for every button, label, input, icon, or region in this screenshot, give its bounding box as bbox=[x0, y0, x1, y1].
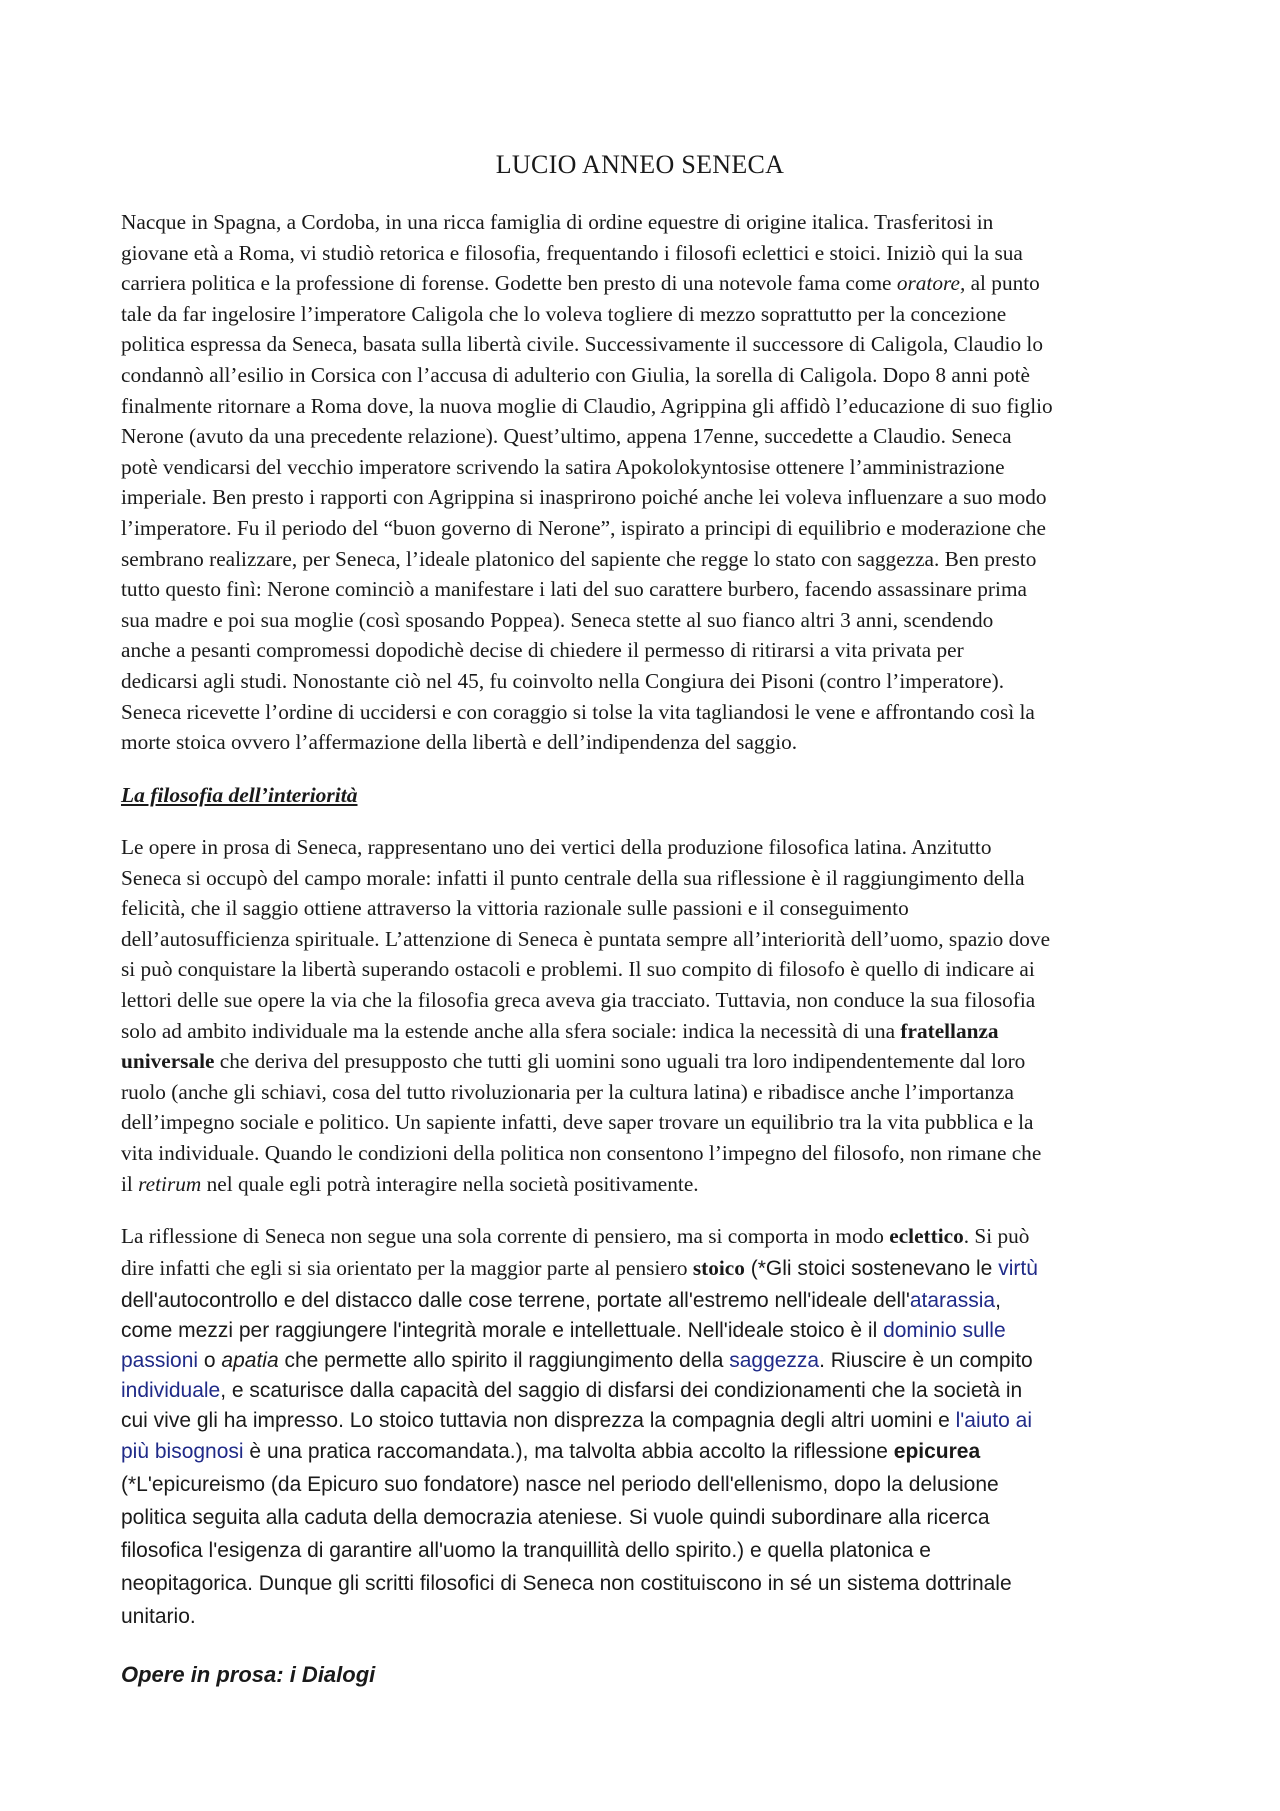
text-line: tale da far ingelosire l’imperatore Caligola che lo voleva togliere di mezzo soprattutto per la concezione bbox=[121, 301, 1007, 326]
text-line: Nacque in Spagna, a Cordoba, in una ricca famiglia di ordine equestre di origine italica. Trasferitosi in bbox=[121, 210, 994, 234]
link-individuale[interactable]: individuale bbox=[121, 1379, 221, 1402]
text-line: ruolo (anche gli schiavi, cosa del tutto rivoluzionaria per la cultura latina) e ribadisce anche l’importanza bbox=[121, 1079, 1014, 1104]
text-line: solo ad ambito individuale ma la estende anche alla sfera sociale: indica la necessità di una fratellanza bbox=[121, 1018, 999, 1043]
text-line: politica espressa da Seneca, basata sulla libertà civile. Successivamente il successore di Caligola, Claudio lo bbox=[121, 332, 1043, 357]
text-line: potè vendicarsi del vecchio imperatore scrivendo la satira Apokolokyntosise ottenere l’amministrazione bbox=[121, 454, 1005, 479]
text-line: l’imperatore. Fu il periodo del “buon governo di Nerone”, ispirato a principi di equilibrio e moderazione che bbox=[121, 515, 1046, 540]
text-line: morte stoica ovvero l’affermazione della libertà e dell’indipendenza del saggio. bbox=[121, 730, 798, 755]
text-line: filosofica l'esigenza di garantire all'uomo la tranquillità dello spirito.) e quella platonica e bbox=[121, 1539, 931, 1562]
link-aiuto-bisognosi[interactable]: più bisognosi bbox=[121, 1440, 244, 1463]
riflessione-paragraph bbox=[121, 1219, 1181, 1633]
text-line: finalmente ritornare a Roma dove, la nuova moglie di Claudio, Agrippina gli affidò l’educazione di suo figlio bbox=[121, 393, 1053, 418]
section-heading-interiorita: La filosofia dell’interiorità bbox=[121, 783, 358, 807]
text-line: come mezzi per raggiungere l'integrità morale e intellettuale. Nell'ideale stoico è il dominio sulle bbox=[121, 1319, 1006, 1342]
link-dominio-sulle-passioni[interactable]: passioni bbox=[121, 1349, 199, 1372]
text-line: tutto questo finì: Nerone cominciò a manifestare i lati del suo carattere burbero, facendo assassinare prima bbox=[121, 577, 1027, 602]
text-line: Seneca ricevette l’ordine di uccidersi e con coraggio si tolse la vita tagliandosi le vene e affrontando così la bbox=[121, 699, 1035, 724]
text-line: dedicarsi agli studi. Nonostante ciò nel 45, fu coinvolto nella Congiura dei Pisoni (contro l’imperatore). bbox=[121, 668, 1005, 693]
text-line: giovane età a Roma, vi studiò retorica e filosofia, frequentando i filosofi eclettici e stoici. Iniziò qui la sua bbox=[121, 240, 1023, 265]
text-line: dell'autocontrollo e del distacco dalle cose terrene, portate all'estremo nell'ideale dell'atarassia, bbox=[121, 1289, 1001, 1312]
text-line: lettori delle sue opere la via che la filosofia greca aveva gia tracciato. Tuttavia, non conduce la sua filosofia bbox=[121, 987, 1036, 1012]
text-line: carriera politica e la professione di forense. Godette ben presto di una notevole fama come oratore, al punto bbox=[121, 271, 1040, 296]
section-heading-dialogi: Opere in prosa: i Dialogi bbox=[121, 1662, 376, 1687]
link-virtu[interactable]: virtù bbox=[998, 1257, 1038, 1280]
text-line: sembrano realizzare, per Seneca, l’ideale platonico del sapiente che regge lo stato con saggezza. Ben presto bbox=[121, 546, 1037, 571]
text-line: sua madre e poi sua moglie (così sposando Poppea). Seneca stette al suo fianco altri 3 anni, scendendo bbox=[121, 607, 994, 632]
text-line: Nerone (avuto da una precedente relazione). Quest’ultimo, appena 17enne, succedette a Claudio. Seneca bbox=[121, 424, 1012, 449]
filosofia-paragraph bbox=[121, 832, 1181, 1199]
text-line: più bisognosi è una pratica raccomandata.), ma talvolta abbia accolto la riflessione epicurea bbox=[121, 1440, 981, 1463]
text-line: politica seguita alla caduta della democrazia ateniese. Si vuole quindi subordinare alla ricerca bbox=[121, 1506, 990, 1529]
text-line: Seneca si occupò del campo morale: infatti il punto centrale della sua riflessione è il raggiungimento della bbox=[121, 865, 1025, 890]
text-line: neopitagorica. Dunque gli scritti filosofici di Seneca non costituiscono in sé un sistema dottrinale bbox=[121, 1572, 1012, 1595]
text-line: dell’autosufficienza spirituale. L’attenzione di Seneca è puntata sempre all’interiorità dell’uomo, spazio dove bbox=[121, 926, 1051, 951]
link-dominio-sulle-passioni[interactable]: dominio sulle bbox=[883, 1319, 1006, 1342]
text-line: Le opere in prosa di Seneca, rappresentano uno dei vertici della produzione filosofica latina. Anzitutto bbox=[121, 835, 992, 859]
text-line: vita individuale. Quando le condizioni della politica non consentono l’impegno del filosofo, non rimane che bbox=[121, 1140, 1042, 1165]
text-line: universale che deriva del presupposto che tutti gli uomini sono uguali tra loro indipendentemente dal loro bbox=[121, 1049, 1026, 1074]
text-line: La riflessione di Seneca non segue una sola corrente di pensiero, ma si comporta in modo eclettico. Si può bbox=[121, 1224, 1030, 1248]
text-line: dell’impegno sociale e politico. Un sapiente infatti, deve saper trovare un equilibrio tra la vita pubblica e la bbox=[121, 1110, 1034, 1135]
link-aiuto-bisognosi[interactable]: l'aiuto ai bbox=[955, 1409, 1033, 1432]
link-saggezza[interactable]: saggezza bbox=[729, 1349, 820, 1372]
text-line: felicità, che il saggio ottiene attraverso la vittoria razionale sulle passioni e il conseguimento bbox=[121, 896, 909, 921]
text-line: dire infatti che egli si sia orientato per la maggior parte al pensiero stoico (*Gli stoici sostenevano le virtù bbox=[121, 1256, 1038, 1280]
text-line: passioni o apatia che permette allo spirito il raggiungimento della saggezza. Riuscire è un compito bbox=[121, 1349, 1033, 1372]
text-line: individuale, e scaturisce dalla capacità del saggio di disfarsi dei condizionamenti che la società in bbox=[121, 1379, 1023, 1402]
text-line: anche a pesanti compromessi dopodichè decise di chiedere il permesso di ritirarsi a vita privata per bbox=[121, 638, 964, 663]
text-line: imperiale. Ben presto i rapporti con Agrippina si inasprirono poiché anche lei voleva influenzare a suo modo bbox=[121, 485, 1047, 510]
link-atarassia[interactable]: atarassia bbox=[909, 1289, 996, 1312]
text-line: si può conquistare la libertà superando ostacoli e problemi. Il suo compito di filosofo è quello di indicare ai bbox=[121, 957, 1035, 982]
text-line: unitario. bbox=[121, 1605, 196, 1628]
text-line: il retirum nel quale egli potrà interagire nella società positivamente. bbox=[121, 1171, 699, 1196]
page-title: LUCIO ANNEO SENECA bbox=[495, 150, 785, 179]
text-line: (*L'epicureismo (da Epicuro suo fondatore) nasce nel periodo dell'ellenismo, dopo la delusione bbox=[121, 1473, 999, 1496]
text-line: cui vive gli ha impresso. Lo stoico tuttavia non disprezza la compagnia degli altri uomini e l'aiuto ai bbox=[121, 1409, 1033, 1432]
text-line: condannò all’esilio in Corsica con l’accusa di adulterio con Giulia, la sorella di Caligola. Dopo 8 anni potè bbox=[121, 362, 1031, 387]
intro-paragraph bbox=[121, 207, 1181, 758]
